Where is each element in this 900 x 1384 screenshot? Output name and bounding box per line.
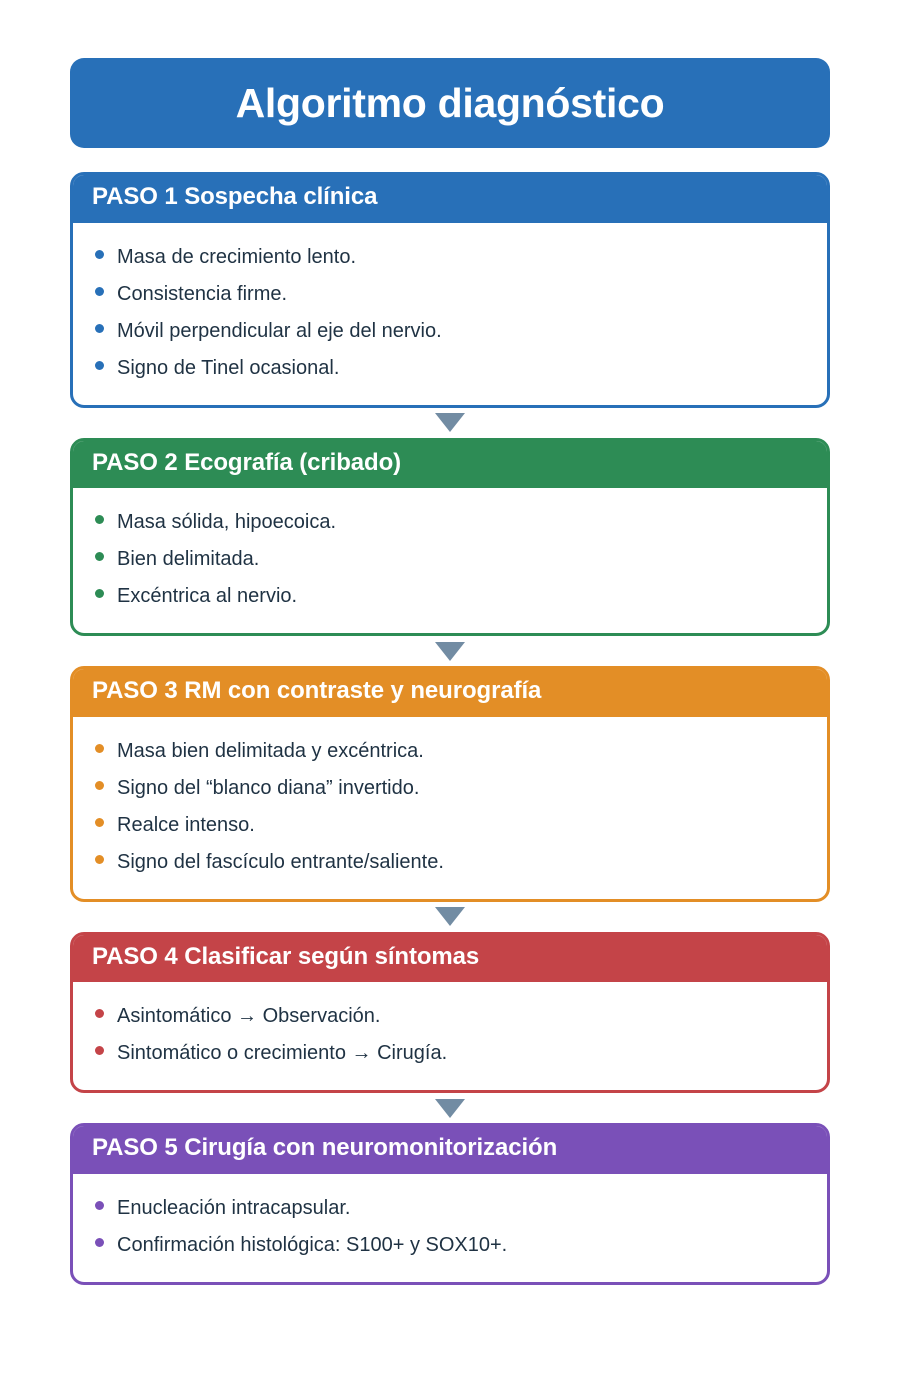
list-item-label: Asintomático → Observación. bbox=[117, 1005, 381, 1028]
list-item bbox=[95, 770, 805, 807]
step-card bbox=[70, 932, 830, 1094]
bullet-dot-icon bbox=[95, 1046, 104, 1055]
list-item bbox=[95, 504, 805, 541]
list-item-label: Excéntrica al nervio. bbox=[117, 585, 298, 608]
step-body bbox=[73, 223, 827, 405]
bullet-dot-icon bbox=[95, 744, 104, 753]
step-body bbox=[73, 717, 827, 899]
bullet-dot-icon bbox=[95, 324, 104, 333]
step-connector bbox=[70, 636, 830, 666]
list-item bbox=[95, 313, 805, 350]
down-triangle-arrow-icon bbox=[435, 413, 465, 432]
list-item bbox=[95, 239, 805, 276]
page-title: Algoritmo diagnóstico bbox=[235, 79, 665, 126]
list-item bbox=[95, 276, 805, 313]
list-item bbox=[95, 350, 805, 387]
step-card bbox=[70, 1123, 830, 1285]
list-item-label: Realce intenso. bbox=[117, 813, 255, 836]
down-triangle-arrow-icon bbox=[435, 907, 465, 926]
list-item bbox=[95, 1190, 805, 1227]
list-item-label: Móvil perpendicular al eje del nervio. bbox=[117, 319, 442, 342]
step-header-label: PASO 5 Cirugía con neuromonitorización bbox=[92, 1134, 558, 1162]
list-item-label: Signo de Tinel ocasional. bbox=[117, 356, 340, 379]
bullet-dot-icon bbox=[95, 250, 104, 259]
step-card bbox=[70, 666, 830, 902]
list-item-label: Consistencia firme. bbox=[117, 282, 288, 305]
bullet-dot-icon bbox=[95, 781, 104, 790]
step-body bbox=[73, 982, 827, 1090]
step-connector bbox=[70, 408, 830, 438]
list-item bbox=[95, 578, 805, 615]
step-header bbox=[70, 438, 830, 489]
list-item bbox=[95, 807, 805, 844]
bullet-dot-icon bbox=[95, 515, 104, 524]
step-header bbox=[70, 666, 830, 717]
list-item-label: Enucleación intracapsular. bbox=[117, 1196, 351, 1219]
list-item bbox=[95, 1035, 805, 1072]
list-item bbox=[95, 844, 805, 881]
step-header-label: PASO 4 Clasificar según síntomas bbox=[92, 942, 480, 970]
list-item-label: Masa de crecimiento lento. bbox=[117, 245, 357, 268]
bullet-dot-icon bbox=[95, 855, 104, 864]
down-triangle-arrow-icon bbox=[435, 642, 465, 661]
list-item-label: Confirmación histológica: S100+ y SOX10+. bbox=[117, 1233, 508, 1256]
list-item-label: Bien delimitada. bbox=[117, 548, 260, 571]
steps-container bbox=[70, 172, 830, 1285]
list-item bbox=[95, 541, 805, 578]
bullet-dot-icon bbox=[95, 1238, 104, 1247]
list-item-label: Masa sólida, hipoecoica. bbox=[117, 511, 337, 534]
bullet-dot-icon bbox=[95, 361, 104, 370]
step-card bbox=[70, 172, 830, 408]
step-header-label: PASO 3 RM con contraste y neurografía bbox=[92, 677, 542, 705]
step-header bbox=[70, 172, 830, 223]
step-card bbox=[70, 438, 830, 637]
bullet-dot-icon bbox=[95, 287, 104, 296]
list-item bbox=[95, 1227, 805, 1264]
step-header bbox=[70, 932, 830, 983]
bullet-dot-icon bbox=[95, 552, 104, 561]
step-connector bbox=[70, 902, 830, 932]
bullet-dot-icon bbox=[95, 818, 104, 827]
bullet-dot-icon bbox=[95, 1009, 104, 1018]
bullet-dot-icon bbox=[95, 1201, 104, 1210]
step-connector bbox=[70, 1093, 830, 1123]
page-title-banner bbox=[70, 58, 830, 148]
list-item-label: Signo del “blanco diana” invertido. bbox=[117, 776, 420, 799]
step-body bbox=[73, 1174, 827, 1282]
step-body bbox=[73, 488, 827, 633]
step-header-label: PASO 2 Ecografía (cribado) bbox=[92, 448, 402, 476]
list-item-label: Signo del fascículo entrante/saliente. bbox=[117, 850, 444, 873]
step-header bbox=[70, 1123, 830, 1174]
bullet-dot-icon bbox=[95, 589, 104, 598]
list-item-label: Sintomático o crecimiento → Cirugía. bbox=[117, 1042, 448, 1065]
list-item-label: Masa bien delimitada y excéntrica. bbox=[117, 739, 424, 762]
down-triangle-arrow-icon bbox=[435, 1099, 465, 1118]
list-item bbox=[95, 998, 805, 1035]
list-item bbox=[95, 733, 805, 770]
step-header-label: PASO 1 Sospecha clínica bbox=[92, 183, 378, 210]
